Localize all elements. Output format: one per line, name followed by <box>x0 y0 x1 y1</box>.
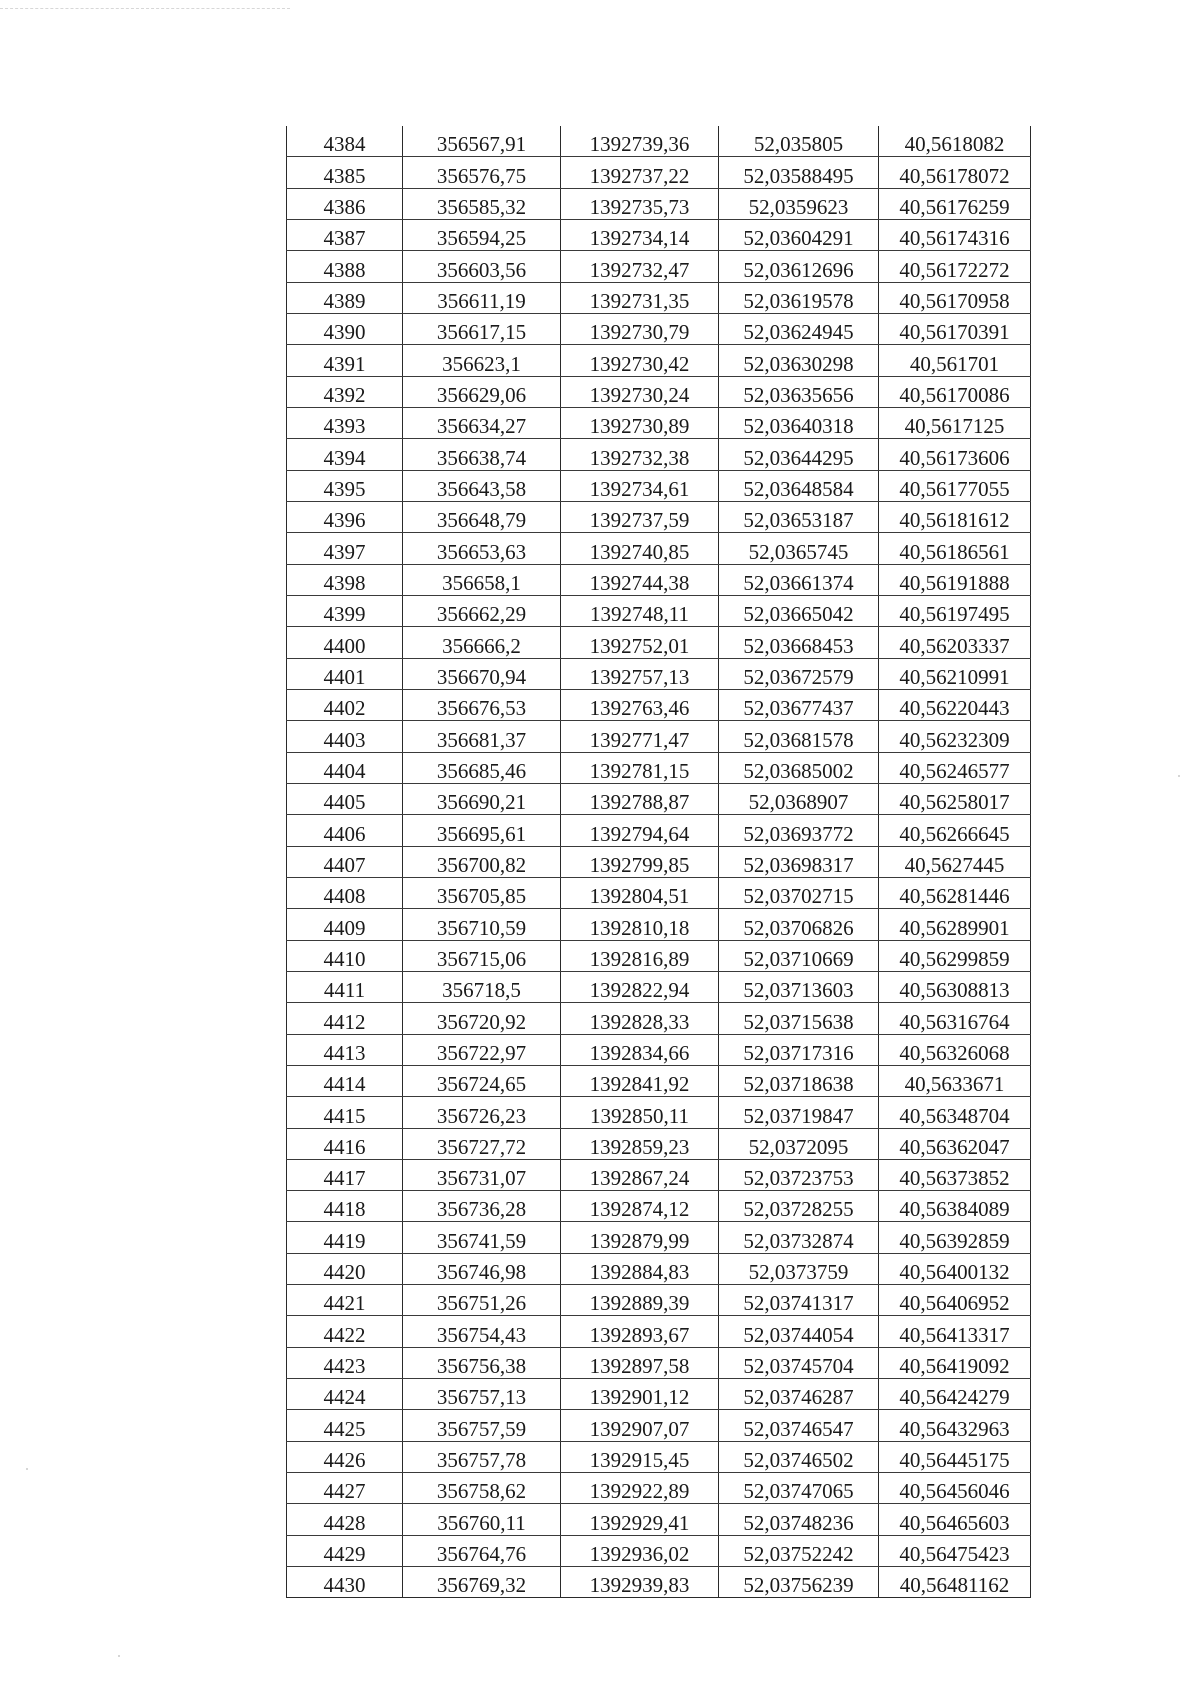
point-number-cell: 4416 <box>287 1128 403 1159</box>
x-coordinate-cell: 356746,98 <box>403 1253 561 1284</box>
latitude-cell: 52,03619578 <box>719 282 879 313</box>
longitude-cell: 40,56308813 <box>879 971 1031 1002</box>
table-row <box>287 1034 1031 1065</box>
y-coordinate-cell: 1392884,83 <box>561 1253 719 1284</box>
table-row <box>287 1003 1031 1034</box>
table-row <box>287 846 1031 877</box>
x-coordinate-cell: 356760,11 <box>403 1504 561 1535</box>
point-number-cell: 4400 <box>287 627 403 658</box>
longitude-cell: 40,561701 <box>879 345 1031 376</box>
y-coordinate-cell: 1392771,47 <box>561 721 719 752</box>
y-coordinate-cell: 1392732,38 <box>561 439 719 470</box>
x-coordinate-cell: 356653,63 <box>403 533 561 564</box>
table-row <box>287 501 1031 532</box>
y-coordinate-cell: 1392730,79 <box>561 313 719 344</box>
x-coordinate-cell: 356722,97 <box>403 1034 561 1065</box>
point-number-cell: 4387 <box>287 219 403 250</box>
latitude-cell: 52,03746502 <box>719 1441 879 1472</box>
point-number-cell: 4403 <box>287 721 403 752</box>
latitude-cell: 52,03635656 <box>719 376 879 407</box>
latitude-cell: 52,03710669 <box>719 940 879 971</box>
point-number-cell: 4391 <box>287 345 403 376</box>
longitude-cell: 40,56173606 <box>879 439 1031 470</box>
latitude-cell: 52,03748236 <box>719 1504 879 1535</box>
longitude-cell: 40,56258017 <box>879 783 1031 814</box>
latitude-cell: 52,03630298 <box>719 345 879 376</box>
point-number-cell: 4415 <box>287 1097 403 1128</box>
longitude-cell: 40,56475423 <box>879 1535 1031 1566</box>
latitude-cell: 52,03681578 <box>719 721 879 752</box>
y-coordinate-cell: 1392816,89 <box>561 940 719 971</box>
point-number-cell: 4418 <box>287 1191 403 1222</box>
y-coordinate-cell: 1392737,59 <box>561 501 719 532</box>
table-row <box>287 345 1031 376</box>
longitude-cell: 40,56400132 <box>879 1253 1031 1284</box>
point-number-cell: 4417 <box>287 1159 403 1190</box>
point-number-cell: 4420 <box>287 1253 403 1284</box>
x-coordinate-cell: 356718,5 <box>403 971 561 1002</box>
point-number-cell: 4413 <box>287 1034 403 1065</box>
table-row <box>287 407 1031 438</box>
x-coordinate-cell: 356603,56 <box>403 251 561 282</box>
point-number-cell: 4384 <box>287 126 403 157</box>
x-coordinate-cell: 356756,38 <box>403 1347 561 1378</box>
latitude-cell: 52,03702715 <box>719 877 879 908</box>
latitude-cell: 52,03715638 <box>719 1003 879 1034</box>
x-coordinate-cell: 356754,43 <box>403 1316 561 1347</box>
point-number-cell: 4408 <box>287 877 403 908</box>
longitude-cell: 40,56289901 <box>879 909 1031 940</box>
longitude-cell: 40,5627445 <box>879 846 1031 877</box>
point-number-cell: 4421 <box>287 1285 403 1316</box>
table-row <box>287 1316 1031 1347</box>
table-row <box>287 971 1031 1002</box>
table-row <box>287 470 1031 501</box>
table-row <box>287 313 1031 344</box>
longitude-cell: 40,56170958 <box>879 282 1031 313</box>
table-row <box>287 1504 1031 1535</box>
table-row <box>287 251 1031 282</box>
point-number-cell: 4410 <box>287 940 403 971</box>
y-coordinate-cell: 1392841,92 <box>561 1065 719 1096</box>
point-number-cell: 4385 <box>287 157 403 188</box>
y-coordinate-cell: 1392740,85 <box>561 533 719 564</box>
point-number-cell: 4428 <box>287 1504 403 1535</box>
longitude-cell: 40,56170086 <box>879 376 1031 407</box>
table-row <box>287 1097 1031 1128</box>
latitude-cell: 52,03745704 <box>719 1347 879 1378</box>
x-coordinate-cell: 356731,07 <box>403 1159 561 1190</box>
longitude-cell: 40,56481162 <box>879 1567 1031 1598</box>
x-coordinate-cell: 356757,78 <box>403 1441 561 1472</box>
longitude-cell: 40,56362047 <box>879 1128 1031 1159</box>
longitude-cell: 40,56413317 <box>879 1316 1031 1347</box>
x-coordinate-cell: 356758,62 <box>403 1473 561 1504</box>
table-row <box>287 1473 1031 1504</box>
latitude-cell: 52,03741317 <box>719 1285 879 1316</box>
longitude-cell: 40,56266645 <box>879 815 1031 846</box>
x-coordinate-cell: 356662,29 <box>403 595 561 626</box>
x-coordinate-cell: 356720,92 <box>403 1003 561 1034</box>
longitude-cell: 40,56419092 <box>879 1347 1031 1378</box>
x-coordinate-cell: 356638,74 <box>403 439 561 470</box>
table-row <box>287 1347 1031 1378</box>
longitude-cell: 40,56203337 <box>879 627 1031 658</box>
longitude-cell: 40,56281446 <box>879 877 1031 908</box>
x-coordinate-cell: 356715,06 <box>403 940 561 971</box>
x-coordinate-cell: 356567,91 <box>403 126 561 157</box>
table-row <box>287 1065 1031 1096</box>
y-coordinate-cell: 1392763,46 <box>561 689 719 720</box>
latitude-cell: 52,03668453 <box>719 627 879 658</box>
x-coordinate-cell: 356670,94 <box>403 658 561 689</box>
y-coordinate-cell: 1392781,15 <box>561 752 719 783</box>
x-coordinate-cell: 356757,59 <box>403 1410 561 1441</box>
point-number-cell: 4425 <box>287 1410 403 1441</box>
latitude-cell: 52,03746287 <box>719 1379 879 1410</box>
y-coordinate-cell: 1392730,42 <box>561 345 719 376</box>
table-row <box>287 126 1031 157</box>
table-row <box>287 940 1031 971</box>
point-number-cell: 4407 <box>287 846 403 877</box>
longitude-cell: 40,56220443 <box>879 689 1031 720</box>
y-coordinate-cell: 1392734,61 <box>561 470 719 501</box>
longitude-cell: 40,5617125 <box>879 407 1031 438</box>
y-coordinate-cell: 1392874,12 <box>561 1191 719 1222</box>
x-coordinate-cell: 356643,58 <box>403 470 561 501</box>
coordinates-table-body <box>287 126 1031 1598</box>
x-coordinate-cell: 356769,32 <box>403 1567 561 1598</box>
latitude-cell: 52,03747065 <box>719 1473 879 1504</box>
longitude-cell: 40,56326068 <box>879 1034 1031 1065</box>
latitude-cell: 52,03717316 <box>719 1034 879 1065</box>
y-coordinate-cell: 1392735,73 <box>561 188 719 219</box>
table-row <box>287 689 1031 720</box>
y-coordinate-cell: 1392810,18 <box>561 909 719 940</box>
longitude-cell: 40,56181612 <box>879 501 1031 532</box>
point-number-cell: 4397 <box>287 533 403 564</box>
latitude-cell: 52,03685002 <box>719 752 879 783</box>
x-coordinate-cell: 356685,46 <box>403 752 561 783</box>
y-coordinate-cell: 1392730,24 <box>561 376 719 407</box>
longitude-cell: 40,5633671 <box>879 1065 1031 1096</box>
y-coordinate-cell: 1392939,83 <box>561 1567 719 1598</box>
longitude-cell: 40,56373852 <box>879 1159 1031 1190</box>
latitude-cell: 52,03732874 <box>719 1222 879 1253</box>
x-coordinate-cell: 356676,53 <box>403 689 561 720</box>
longitude-cell: 40,56299859 <box>879 940 1031 971</box>
longitude-cell: 40,56178072 <box>879 157 1031 188</box>
latitude-cell: 52,0365745 <box>719 533 879 564</box>
scan-artifact-dot <box>1178 775 1180 777</box>
y-coordinate-cell: 1392732,47 <box>561 251 719 282</box>
x-coordinate-cell: 356617,15 <box>403 313 561 344</box>
y-coordinate-cell: 1392757,13 <box>561 658 719 689</box>
table-row <box>287 721 1031 752</box>
latitude-cell: 52,03624945 <box>719 313 879 344</box>
scan-artifact-dot <box>118 1655 120 1657</box>
point-number-cell: 4404 <box>287 752 403 783</box>
y-coordinate-cell: 1392901,12 <box>561 1379 719 1410</box>
x-coordinate-cell: 356695,61 <box>403 815 561 846</box>
point-number-cell: 4406 <box>287 815 403 846</box>
longitude-cell: 40,56392859 <box>879 1222 1031 1253</box>
table-row <box>287 877 1031 908</box>
table-row <box>287 1441 1031 1472</box>
longitude-cell: 40,56176259 <box>879 188 1031 219</box>
x-coordinate-cell: 356681,37 <box>403 721 561 752</box>
latitude-cell: 52,0372095 <box>719 1128 879 1159</box>
y-coordinate-cell: 1392822,94 <box>561 971 719 1002</box>
point-number-cell: 4395 <box>287 470 403 501</box>
y-coordinate-cell: 1392889,39 <box>561 1285 719 1316</box>
point-number-cell: 4419 <box>287 1222 403 1253</box>
table-row <box>287 627 1031 658</box>
table-row <box>287 815 1031 846</box>
table-row <box>287 564 1031 595</box>
x-coordinate-cell: 356585,32 <box>403 188 561 219</box>
y-coordinate-cell: 1392867,24 <box>561 1159 719 1190</box>
y-coordinate-cell: 1392734,14 <box>561 219 719 250</box>
longitude-cell: 40,56174316 <box>879 219 1031 250</box>
latitude-cell: 52,03706826 <box>719 909 879 940</box>
x-coordinate-cell: 356700,82 <box>403 846 561 877</box>
point-number-cell: 4412 <box>287 1003 403 1034</box>
table-row <box>287 1379 1031 1410</box>
point-number-cell: 4411 <box>287 971 403 1002</box>
y-coordinate-cell: 1392834,66 <box>561 1034 719 1065</box>
latitude-cell: 52,03719847 <box>719 1097 879 1128</box>
y-coordinate-cell: 1392737,22 <box>561 157 719 188</box>
latitude-cell: 52,03728255 <box>719 1191 879 1222</box>
point-number-cell: 4386 <box>287 188 403 219</box>
y-coordinate-cell: 1392859,23 <box>561 1128 719 1159</box>
latitude-cell: 52,03713603 <box>719 971 879 1002</box>
latitude-cell: 52,03644295 <box>719 439 879 470</box>
point-number-cell: 4396 <box>287 501 403 532</box>
x-coordinate-cell: 356634,27 <box>403 407 561 438</box>
table-row <box>287 1191 1031 1222</box>
table-row <box>287 658 1031 689</box>
y-coordinate-cell: 1392731,35 <box>561 282 719 313</box>
point-number-cell: 4398 <box>287 564 403 595</box>
x-coordinate-cell: 356666,2 <box>403 627 561 658</box>
latitude-cell: 52,03648584 <box>719 470 879 501</box>
longitude-cell: 40,56172272 <box>879 251 1031 282</box>
point-number-cell: 4388 <box>287 251 403 282</box>
longitude-cell: 40,56445175 <box>879 1441 1031 1472</box>
table-row <box>287 188 1031 219</box>
table-row <box>287 595 1031 626</box>
longitude-cell: 40,56170391 <box>879 313 1031 344</box>
longitude-cell: 40,56232309 <box>879 721 1031 752</box>
longitude-cell: 40,56191888 <box>879 564 1031 595</box>
table-row <box>287 1410 1031 1441</box>
table-row <box>287 1159 1031 1190</box>
x-coordinate-cell: 356611,19 <box>403 282 561 313</box>
y-coordinate-cell: 1392794,64 <box>561 815 719 846</box>
longitude-cell: 40,56348704 <box>879 1097 1031 1128</box>
latitude-cell: 52,03746547 <box>719 1410 879 1441</box>
table-row <box>287 1253 1031 1284</box>
coordinates-table <box>286 126 1031 1598</box>
y-coordinate-cell: 1392922,89 <box>561 1473 719 1504</box>
table-row <box>287 533 1031 564</box>
y-coordinate-cell: 1392850,11 <box>561 1097 719 1128</box>
longitude-cell: 40,56456046 <box>879 1473 1031 1504</box>
point-number-cell: 4427 <box>287 1473 403 1504</box>
x-coordinate-cell: 356658,1 <box>403 564 561 595</box>
y-coordinate-cell: 1392752,01 <box>561 627 719 658</box>
y-coordinate-cell: 1392929,41 <box>561 1504 719 1535</box>
x-coordinate-cell: 356751,26 <box>403 1285 561 1316</box>
table-row <box>287 157 1031 188</box>
point-number-cell: 4405 <box>287 783 403 814</box>
latitude-cell: 52,035805 <box>719 126 879 157</box>
longitude-cell: 40,56432963 <box>879 1410 1031 1441</box>
table-row <box>287 909 1031 940</box>
table-row <box>287 1222 1031 1253</box>
latitude-cell: 52,03693772 <box>719 815 879 846</box>
latitude-cell: 52,03752242 <box>719 1535 879 1566</box>
x-coordinate-cell: 356705,85 <box>403 877 561 908</box>
longitude-cell: 40,56197495 <box>879 595 1031 626</box>
latitude-cell: 52,03744054 <box>719 1316 879 1347</box>
table-row <box>287 219 1031 250</box>
point-number-cell: 4402 <box>287 689 403 720</box>
latitude-cell: 52,03723753 <box>719 1159 879 1190</box>
longitude-cell: 40,56246577 <box>879 752 1031 783</box>
table-row <box>287 282 1031 313</box>
latitude-cell: 52,03640318 <box>719 407 879 438</box>
table-row <box>287 1285 1031 1316</box>
latitude-cell: 52,03756239 <box>719 1567 879 1598</box>
point-number-cell: 4394 <box>287 439 403 470</box>
x-coordinate-cell: 356741,59 <box>403 1222 561 1253</box>
longitude-cell: 40,56406952 <box>879 1285 1031 1316</box>
table-row <box>287 752 1031 783</box>
y-coordinate-cell: 1392897,58 <box>561 1347 719 1378</box>
scan-artifact-line <box>0 8 290 11</box>
latitude-cell: 52,0359623 <box>719 188 879 219</box>
point-number-cell: 4392 <box>287 376 403 407</box>
y-coordinate-cell: 1392915,45 <box>561 1441 719 1472</box>
x-coordinate-cell: 356576,75 <box>403 157 561 188</box>
latitude-cell: 52,03698317 <box>719 846 879 877</box>
longitude-cell: 40,5618082 <box>879 126 1031 157</box>
scan-artifact-dot <box>26 1468 28 1470</box>
table-row <box>287 439 1031 470</box>
y-coordinate-cell: 1392748,11 <box>561 595 719 626</box>
point-number-cell: 4389 <box>287 282 403 313</box>
longitude-cell: 40,56424279 <box>879 1379 1031 1410</box>
x-coordinate-cell: 356724,65 <box>403 1065 561 1096</box>
point-number-cell: 4393 <box>287 407 403 438</box>
x-coordinate-cell: 356727,72 <box>403 1128 561 1159</box>
x-coordinate-cell: 356736,28 <box>403 1191 561 1222</box>
x-coordinate-cell: 356629,06 <box>403 376 561 407</box>
table-row <box>287 783 1031 814</box>
y-coordinate-cell: 1392788,87 <box>561 783 719 814</box>
y-coordinate-cell: 1392744,38 <box>561 564 719 595</box>
longitude-cell: 40,56177055 <box>879 470 1031 501</box>
x-coordinate-cell: 356690,21 <box>403 783 561 814</box>
latitude-cell: 52,03672579 <box>719 658 879 689</box>
y-coordinate-cell: 1392893,67 <box>561 1316 719 1347</box>
point-number-cell: 4399 <box>287 595 403 626</box>
y-coordinate-cell: 1392804,51 <box>561 877 719 908</box>
longitude-cell: 40,56210991 <box>879 658 1031 689</box>
point-number-cell: 4429 <box>287 1535 403 1566</box>
y-coordinate-cell: 1392828,33 <box>561 1003 719 1034</box>
y-coordinate-cell: 1392936,02 <box>561 1535 719 1566</box>
latitude-cell: 52,03665042 <box>719 595 879 626</box>
latitude-cell: 52,03612696 <box>719 251 879 282</box>
point-number-cell: 4414 <box>287 1065 403 1096</box>
longitude-cell: 40,56384089 <box>879 1191 1031 1222</box>
latitude-cell: 52,03588495 <box>719 157 879 188</box>
longitude-cell: 40,56465603 <box>879 1504 1031 1535</box>
latitude-cell: 52,0368907 <box>719 783 879 814</box>
point-number-cell: 4423 <box>287 1347 403 1378</box>
table-row <box>287 376 1031 407</box>
latitude-cell: 52,03653187 <box>719 501 879 532</box>
table-row <box>287 1567 1031 1598</box>
x-coordinate-cell: 356710,59 <box>403 909 561 940</box>
y-coordinate-cell: 1392799,85 <box>561 846 719 877</box>
latitude-cell: 52,03661374 <box>719 564 879 595</box>
table-row <box>287 1535 1031 1566</box>
latitude-cell: 52,03718638 <box>719 1065 879 1096</box>
table-row <box>287 1128 1031 1159</box>
point-number-cell: 4424 <box>287 1379 403 1410</box>
longitude-cell: 40,56186561 <box>879 533 1031 564</box>
x-coordinate-cell: 356594,25 <box>403 219 561 250</box>
point-number-cell: 4401 <box>287 658 403 689</box>
latitude-cell: 52,03677437 <box>719 689 879 720</box>
point-number-cell: 4426 <box>287 1441 403 1472</box>
latitude-cell: 52,03604291 <box>719 219 879 250</box>
y-coordinate-cell: 1392879,99 <box>561 1222 719 1253</box>
x-coordinate-cell: 356623,1 <box>403 345 561 376</box>
y-coordinate-cell: 1392739,36 <box>561 126 719 157</box>
point-number-cell: 4422 <box>287 1316 403 1347</box>
y-coordinate-cell: 1392907,07 <box>561 1410 719 1441</box>
x-coordinate-cell: 356757,13 <box>403 1379 561 1410</box>
point-number-cell: 4409 <box>287 909 403 940</box>
y-coordinate-cell: 1392730,89 <box>561 407 719 438</box>
longitude-cell: 40,56316764 <box>879 1003 1031 1034</box>
point-number-cell: 4390 <box>287 313 403 344</box>
x-coordinate-cell: 356726,23 <box>403 1097 561 1128</box>
latitude-cell: 52,0373759 <box>719 1253 879 1284</box>
x-coordinate-cell: 356648,79 <box>403 501 561 532</box>
x-coordinate-cell: 356764,76 <box>403 1535 561 1566</box>
point-number-cell: 4430 <box>287 1567 403 1598</box>
